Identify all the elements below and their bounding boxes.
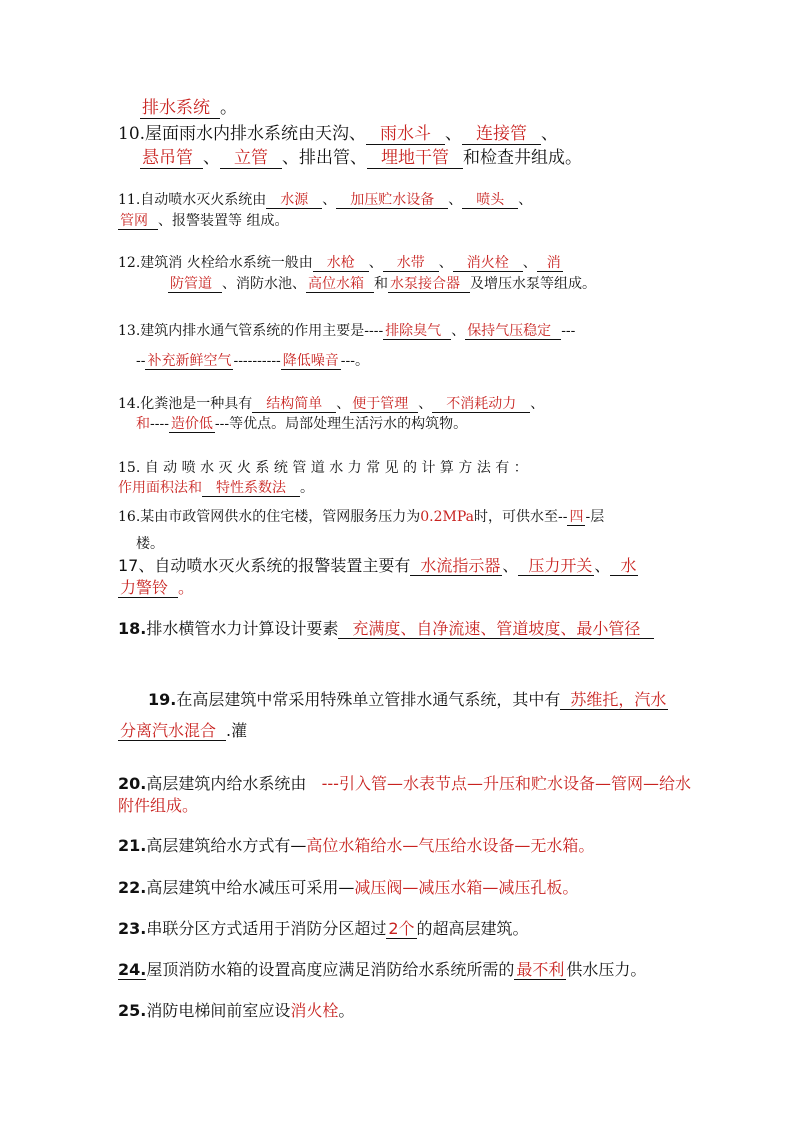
q14-and: 和 xyxy=(136,416,150,432)
q13-answer-1: 排除臭气 xyxy=(383,324,451,340)
q13-line-1: 13.建筑内排水通气管系统的作用主要是---- 排除臭气 、 保持气压稳定 --- xyxy=(118,323,576,339)
q17-answer-3b: 力警铃 xyxy=(118,580,178,598)
q17-answer-3a: 水 xyxy=(610,558,638,576)
q16-answer: 四 xyxy=(569,509,584,525)
q12-line-2: 防管道 、消防水池、 高位水箱 和 水泵接合器 及增压水泵等组成。 xyxy=(170,276,596,292)
q10-line-2: 悬吊管 、 立管 、排出管、 埋地干管 和检查井组成。 xyxy=(142,148,582,168)
q16-line-2: 楼。 xyxy=(136,536,164,552)
q13-answer-2: 保持气压稳定 xyxy=(465,324,561,340)
q17-answer-1: 水流指示器 xyxy=(410,558,502,576)
q20-line-2 xyxy=(118,798,198,814)
q9-continuation: 排水系统 。 xyxy=(142,98,237,118)
q14-answer-1: 结构简单 xyxy=(252,397,336,413)
q12-answer-2: 水带 xyxy=(383,256,439,272)
q12-answer-5: 高位水箱 xyxy=(306,277,374,293)
q12-line-1: 12.建筑消 火栓给水系统一般由 水枪 、 水带 、 消火栓 、 消 xyxy=(118,255,561,271)
q20-line-1: 20.高层建筑内给水系统由 ---引入管—水表节点—升压和贮水设备—管网—给水 xyxy=(118,774,691,793)
q13-line-2: -- 补充新鲜空气 ---------- 降低噪音 ---。 xyxy=(136,353,369,369)
q11-answer-2: 加压贮水设备 xyxy=(336,193,448,209)
q16-pressure: 0.2MPa xyxy=(420,509,475,525)
q21-answer: 高位水箱给水—气压给水设备—无水箱。 xyxy=(306,836,595,855)
q14-answer-2: 便于管理 xyxy=(350,397,418,413)
q18-answer: 充满度、自净流速、管道坡度、最小管径 xyxy=(338,621,654,639)
q24-line-1: 24.屋顶消防水箱的设置高度应满足消防给水系统所需的 最不利 供水压力。 xyxy=(118,960,647,979)
q17-line-1: 17、自动喷水灭火系统的报警装置主要有 水流指示器 、 压力开关 、 水 xyxy=(118,556,637,575)
q13-answer-3: 补充新鲜空气 xyxy=(147,353,232,369)
q15-line-2: 作用面积法和 特性系数法 。 xyxy=(118,480,314,496)
q13-answer-4: 降低噪音 xyxy=(282,353,339,369)
q19-line-1: 19.在高层建筑中常采用特殊单立管排水通气系统，其中有 苏维托，汽水 xyxy=(148,690,667,709)
q9-answer: 排水系统 xyxy=(140,100,220,119)
q22-line-1: 22.高层建筑中给水减压可采用—减压阀—减压水箱—减压孔板。 xyxy=(118,878,579,897)
q11-answer-3: 喷头 xyxy=(462,193,518,209)
q12-answer-4a: 消 xyxy=(537,256,563,272)
q25-line-1: 25.消防电梯间前室应设消火栓。 xyxy=(118,1001,355,1020)
q19-line-2: 分离汽水混合 .灌 xyxy=(120,721,248,740)
q23-answer: 2个 xyxy=(388,919,415,938)
q11-answer-1: 水源 xyxy=(266,193,322,209)
q20-answer-cont: 附件组成。 xyxy=(118,796,199,815)
q25-answer: 消火栓 xyxy=(290,1001,339,1020)
q22-answer: 减压阀—减压水箱—减压孔板。 xyxy=(354,878,579,897)
q15-answer-2: 特性系数法 xyxy=(202,481,300,497)
q14-answer-3: 不消耗动力 xyxy=(432,397,530,413)
q10-answer-4: 立管 xyxy=(220,150,282,169)
q20-answer: ---引入管—水表节点—升压和贮水设备—管网—给水 xyxy=(321,774,691,793)
q11-line-2: 管网 、报警装置等 组成。 xyxy=(120,213,289,229)
q10-answer-1: 雨水斗 xyxy=(366,126,445,145)
q16-line-1: 16.某由市政管网供水的住宅楼，管网服务压力为0.2MPa时，可供水至-- 四 -层 xyxy=(118,509,605,525)
q12-answer-3: 消火栓 xyxy=(453,256,523,272)
q14-line-2: 和---- 造价低 ---等优点。局部处理生活污水的构筑物。 xyxy=(136,416,468,432)
q24-answer: 最不利 xyxy=(516,960,565,979)
q10-answer-5: 埋地干管 xyxy=(367,150,463,169)
q14-line-1: 14.化粪池是一种具有 结构简单 、 便于管理 、 不消耗动力 、 xyxy=(118,396,545,412)
q17-answer-2: 压力开关 xyxy=(518,558,594,576)
q15-answer-1: 作用面积法和 xyxy=(118,480,202,496)
q11-line-1: 11.自动喷水灭火系统由 水源 、 加压贮水设备 、 喷头 、 xyxy=(118,192,533,208)
q10-answer-3: 悬吊管 xyxy=(140,150,203,169)
q12-answer-4b: 防管道 xyxy=(168,277,222,293)
q19-answer-1: 苏维托，汽水 xyxy=(560,692,668,710)
q19-answer-2: 分离汽水混合 xyxy=(118,723,226,741)
q23-line-1: 23.串联分区方式适用于消防分区超过 2个 的超高层建筑。 xyxy=(118,919,529,938)
q11-answer-4: 管网 xyxy=(118,214,158,230)
q10-answer-2: 连接管 xyxy=(462,126,541,145)
q15-line-1: 15. 自 动 喷 水 灭 火 系 统 管 道 水 力 常 见 的 计 算 方 法 有 ： xyxy=(118,460,528,476)
q12-answer-1: 水枪 xyxy=(313,256,369,272)
q10-line-1: 10.屋面雨水内排水系统由天沟、 雨水斗 、 连接管 、 xyxy=(118,124,559,144)
q21-line-1: 21.高层建筑给水方式有—高位水箱给水—气压给水设备—无水箱。 xyxy=(118,836,595,855)
q14-answer-4: 造价低 xyxy=(170,416,213,432)
q18-line-1: 18.排水横管水力计算设计要素 充满度、自净流速、管道坡度、最小管径 xyxy=(118,621,654,639)
q17-line-2: 力警铃 。 xyxy=(120,578,195,597)
q12-answer-6: 水泵接合器 xyxy=(388,277,470,293)
